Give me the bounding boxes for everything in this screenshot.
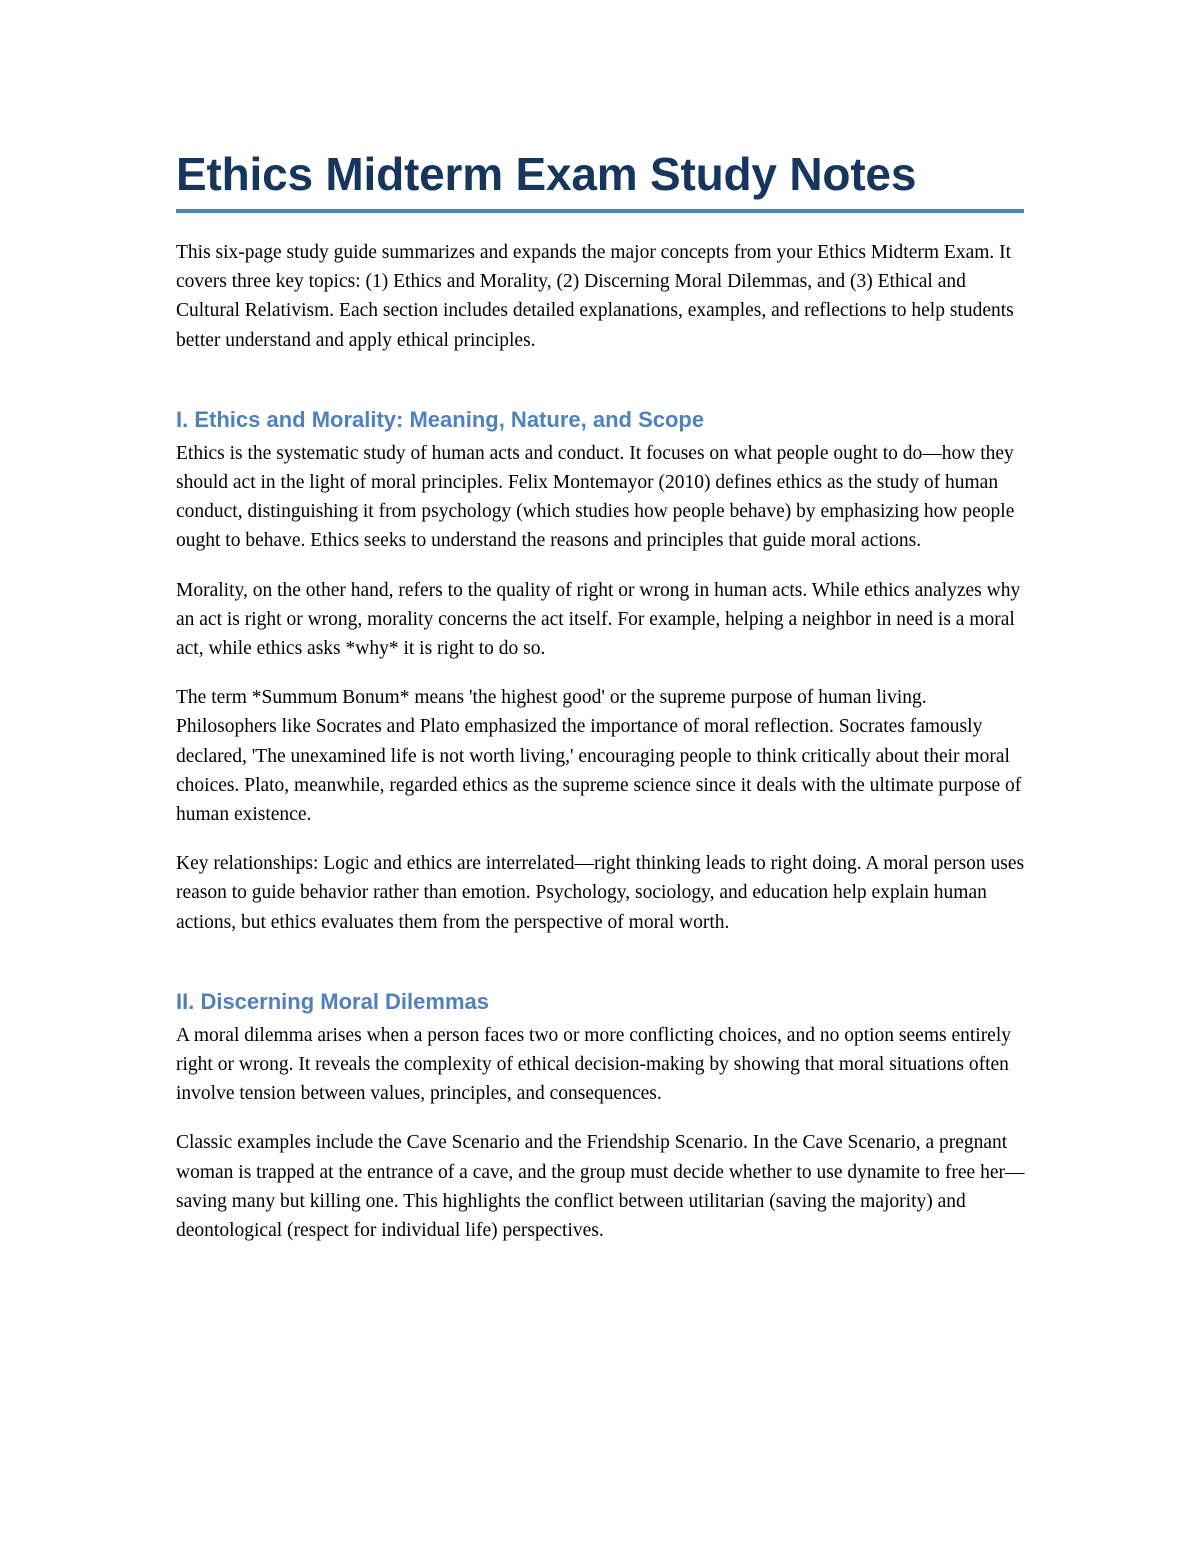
section-discerning-moral-dilemmas	[176, 987, 1028, 1245]
intro-paragraph: This six-page study guide summarizes and expands the major concepts from your Ethics Midterm Exam. It covers three key topics: (1) Ethics and Morality, (2) Discerning Moral Dilemmas, and (3) Ethical and Cultural Relativism. Each section includes detailed explanations, examples, and reflections to help students better understand and apply ethical principles.	[176, 242, 1014, 351]
section-paragraph: Classic examples include the Cave Scenario and the Friendship Scenario. In the Cave Scenario, a pregnant woman is trapped at the entrance of a cave, and the group must decide whether to use dynamite to free her—saving many but killing one. This highlights the conflict between utilitarian (saving the majority) and deontological (respect for individual life) perspectives.	[176, 1132, 1025, 1242]
title-underline-rule	[176, 209, 1024, 213]
section-paragraph: The term *Summum Bonum* means 'the highest good' or the supreme purpose of human living. Philosophers like Socrates and Plato emphasized the importance of moral reflection. Socrates famously declared, 'The unexamined life is not worth living,' encouraging people to think critically about their moral choices. Plato, meanwhile, regarded ethics as the supreme science since it deals with the ultimate purpose of human existence.	[176, 687, 1022, 826]
section-heading: I. Ethics and Morality: Meaning, Nature, and Scope	[176, 406, 705, 432]
document-title: Ethics Midterm Exam Study Notes	[176, 148, 917, 200]
section-ethics-and-morality	[176, 405, 1028, 937]
document-body	[176, 144, 1028, 1265]
section-paragraph: A moral dilemma arises when a person faces two or more conflicting choices, and no option seems entirely right or wrong. It reveals the complexity of ethical decision-making by showing that moral situations often involve tension between values, principles, and consequences.	[176, 1024, 1012, 1105]
section-paragraph: Key relationships: Logic and ethics are interrelated—right thinking leads to right doing. A moral person uses reason to guide behavior rather than emotion. Psychology, sociology, and education help explain human actions, but ethics evaluates them from the perspective of moral worth.	[176, 853, 1025, 933]
section-paragraph: Ethics is the systematic study of human acts and conduct. It focuses on what people ought to do—how they should act in the light of moral principles. Felix Montemayor (2010) defines ethics as the study of human conduct, distinguishing it from psychology (which studies how people behave) by emphasizing how people ought to behave. Ethics seeks to understand the reasons and principles that guide moral actions.	[176, 442, 1015, 552]
section-heading: II. Discerning Moral Dilemmas	[176, 988, 489, 1014]
section-paragraph: Morality, on the other hand, refers to the quality of right or wrong in human acts. While ethics analyzes why an act is right or wrong, morality concerns the act itself. For example, helping a neighbor in need is a moral act, while ethics asks *why* it is right to do so.	[176, 579, 1021, 660]
